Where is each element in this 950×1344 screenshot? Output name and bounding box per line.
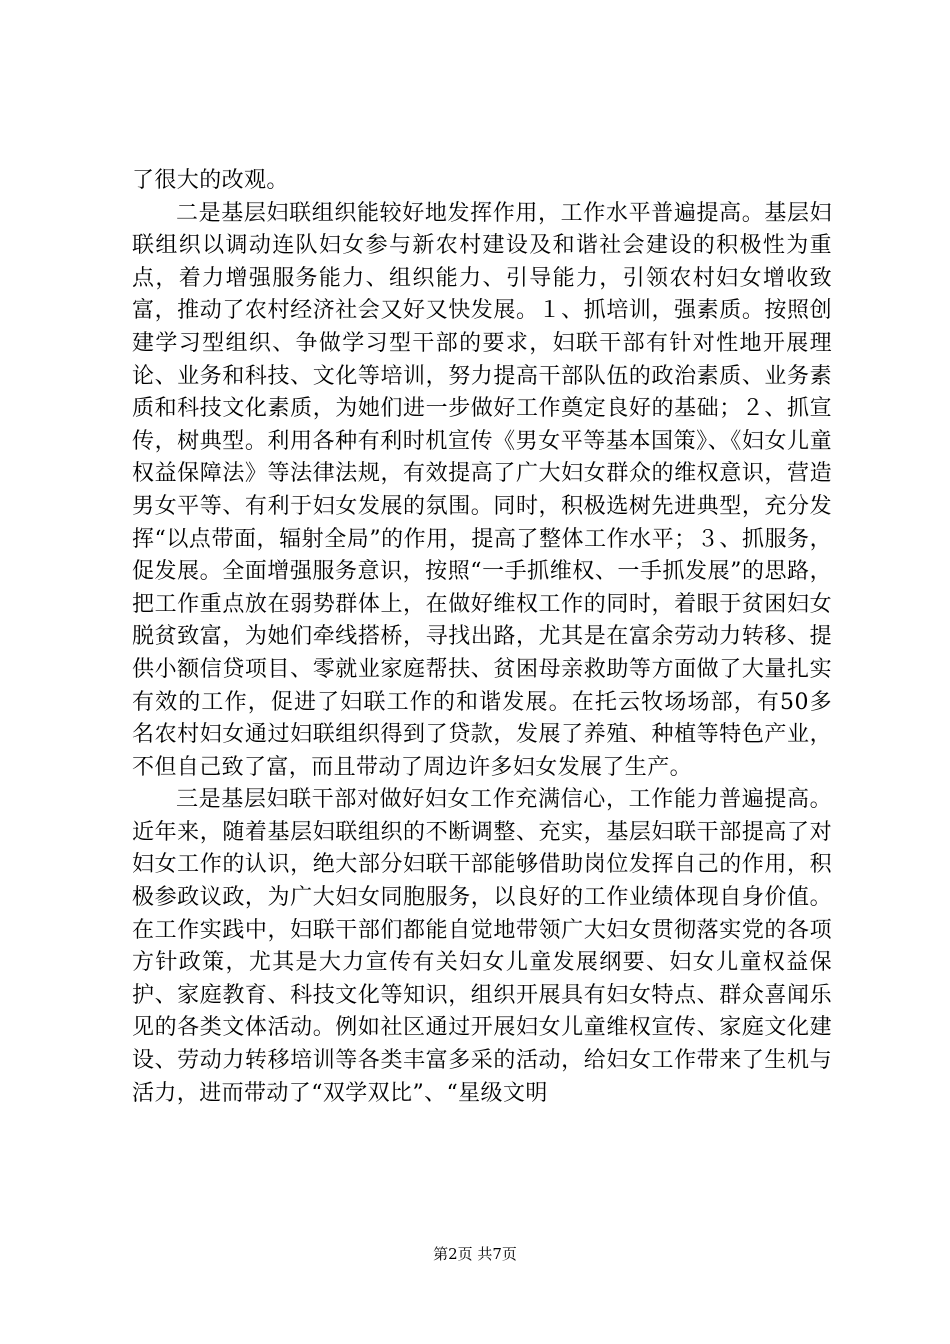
paragraph-3: 三是基层妇联干部对做好妇女工作充满信心，工作能力普遍提高。近年来，随着基层妇联组织的不断调整、充实，基层妇联干部提高了对妇女工作的认识，绝大部分妇联干部能够借助岗位发挥自己的作用，积极参政议政，为广大妇女同胞服务，以良好的工作业绩体现自身价值。在工作实践中，妇联干部们都能自觉地带领广大妇女贯彻落实党的各项方针政策，尤其是大力宣传有关妇女儿童发展纲要、妇女儿童权益保护、家庭教育、科技文化等知识，组织开展具有妇女特点、群众喜闻乐见的各类文体活动。例如社区通过开展妇女儿童维权宣传、家庭文化建设、劳动力转移培训等各类丰富多采的活动，给妇女工作带来了生机与活力，进而带动了“双学双比”、“星级文明 [132, 787, 832, 1106]
paragraph-1: 了很大的改观。 [132, 168, 289, 193]
paragraph-2: 二是基层妇联组织能较好地发挥作用，工作水平普遍提高。基层妇联组织以调动连队妇女参与新农村建设及和谐社会建设的积极性为重点，着力增强服务能力、组织能力、引导能力，引领农村妇女增收致富，推动了农村经济社会又好又快发展。１、抓培训，强素质。按照创建学习型组织、争做学习型干部的要求，妇联干部有针对性地开展理论、业务和科技、文化等培训，努力提高干部队伍的政治素质、业务素质和科技文化素质，为她们进一步做好工作奠定良好的基础；２、抓宣传，树典型。利用各种有利时机宣传《男女平等基本国策》、《妇女儿童权益保障法》等法律法规，有效提高了广大妇女群众的维权意识，营造男女平等、有利于妇女发展的氛围。同时，积极选树先进典型，充分发挥“以点带面，辐射全局”的作用，提高了整体工作水平；３、抓服务，促发展。全面增强服务意识，按照“一手抓维权、一手抓发展”的思路，把工作重点放在弱势群体上，在做好维权工作的同时，着眼于贫困妇女脱贫致富，为她们牵线搭桥，寻找出路，尤其是在富余劳动力转移、提供小额信贷项目、零就业家庭帮扶、贫困母亲救助等方面做了大量扎实有效的工作，促进了妇联工作的和谐发展。在托云牧场场部，有50多名农村妇女通过妇联组织得到了贷款，发展了养殖、种植等特色产业，不但自己致了富，而且带动了周边许多妇女发展了生产。 [132, 200, 832, 780]
page-number-footer: 第2页 共7页 [433, 1245, 517, 1263]
body-text [132, 165, 832, 1110]
